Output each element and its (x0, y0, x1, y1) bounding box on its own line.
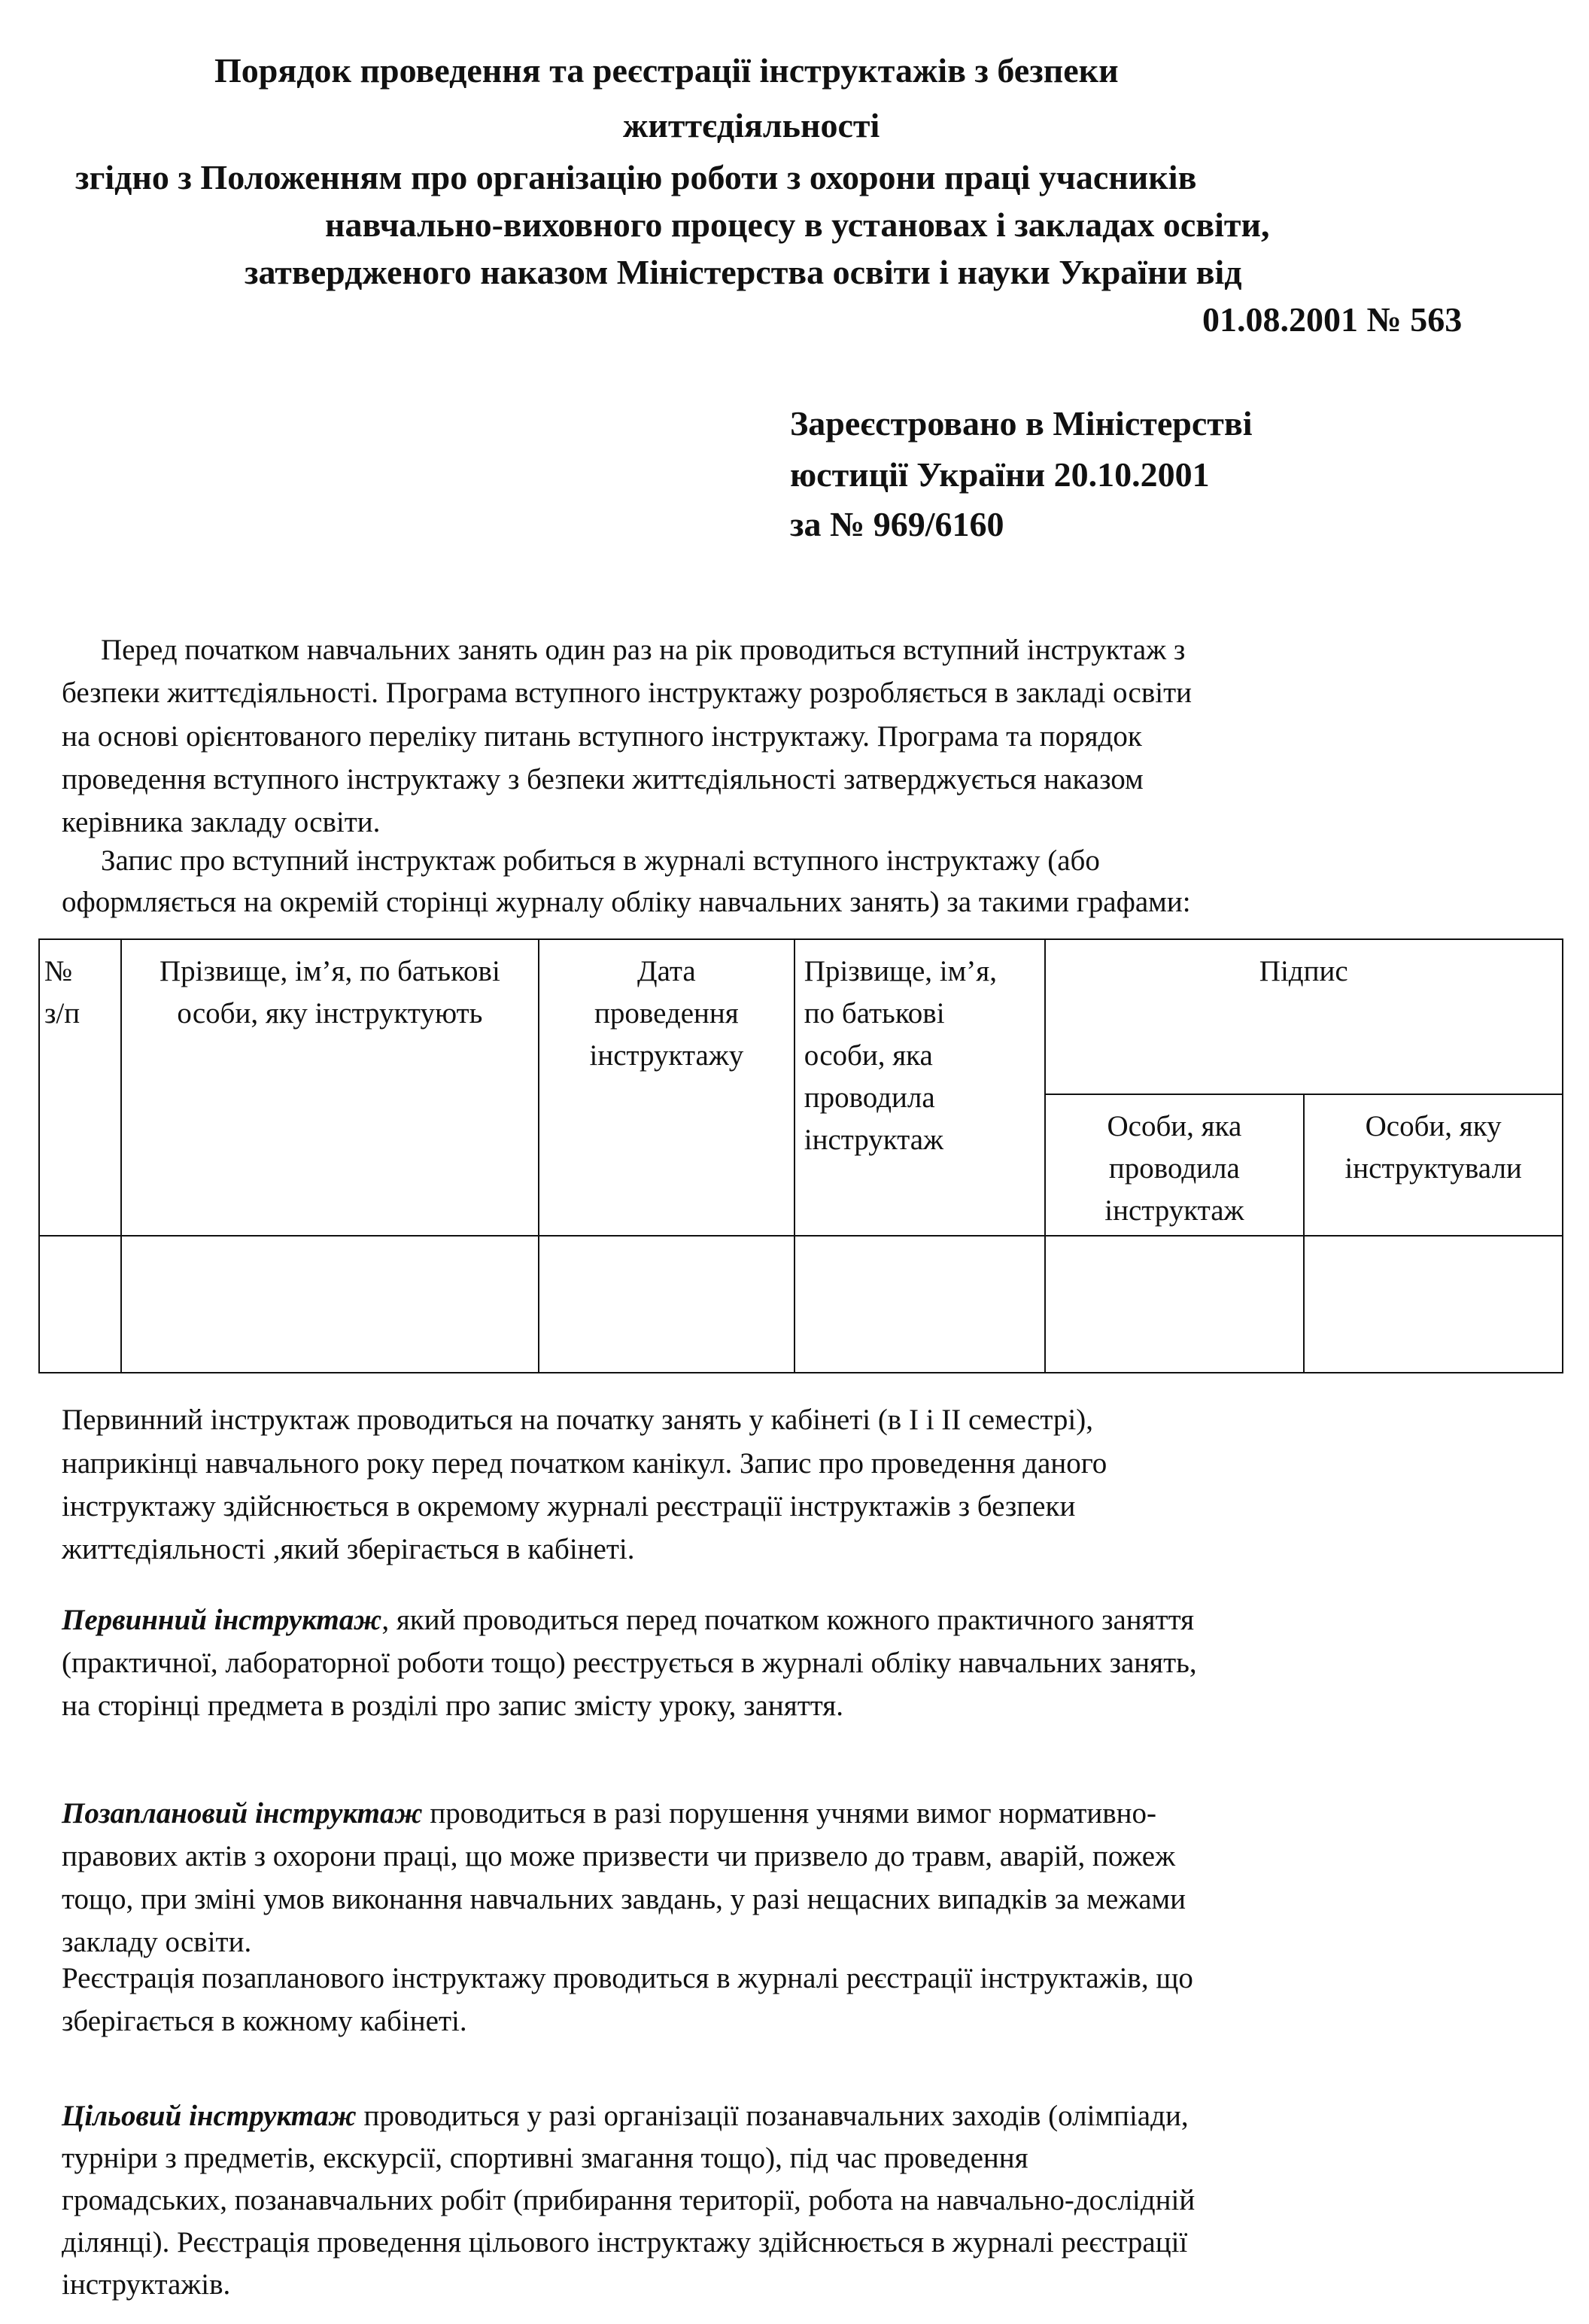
unscheduled-line: тощо, при зміні умов виконання навчальних завдань, у разі нещасних випадків за межами (62, 1883, 1186, 1915)
targeted-line: інструктажів. (62, 2268, 231, 2301)
header-number-abbr: з/п (44, 997, 81, 1030)
header-sig-instructor: Особи, яка проводила інструктаж (1045, 1094, 1305, 1236)
primary-office-line: наприкінці навчального року перед початком канікул. Запис про проведення даного (62, 1447, 1107, 1480)
header-name-instructor: Прізвище, ім’я, по батькові особи, яка проводила інструктаж (794, 939, 1045, 1236)
title-line-6: 01.08.2001 № 563 (1202, 300, 1463, 339)
primary-practical-line: (практичної, лабораторної роботи тощо) реєструється в журналі обліку навчальних занять, (62, 1647, 1197, 1679)
targeted-line (62, 2094, 1189, 2138)
title-line-5: затвердженого наказом Міністерства освіти і науки України від (245, 253, 1242, 291)
title-line-2: життєдіяльності (623, 106, 880, 144)
unscheduled-term: Позаплановий інструктаж (62, 1797, 423, 1830)
primary-practical-term: Первинний інструктаж (62, 1604, 382, 1636)
title-line-3: згідно з Положенням про організацію роботи з охорони праці учасників (75, 158, 1197, 196)
title-line-1: Порядок проведення та реєстрації інструктажів з безпеки (214, 51, 1119, 90)
unscheduled-line: зберігається в кожному кабінеті. (62, 2005, 467, 2037)
header-sig-instructed: Особи, яку інструктували (1304, 1094, 1563, 1236)
unscheduled-line (62, 1792, 1156, 1836)
targeted-line: турніри з предметів, екскурсії, спортивні змагання тощо), під час проведення (62, 2142, 1028, 2174)
unscheduled-text: проводиться в разі порушення учнями вимог нормативно- (422, 1797, 1157, 1830)
primary-office-line: Первинний інструктаж проводиться на початку занять у кабінеті (в І і ІІ семестрі), (62, 1404, 1093, 1436)
primary-practical-text: , який проводиться перед початком кожного практичного заняття (381, 1604, 1195, 1636)
registration-line-3: за № 969/6160 (790, 505, 1004, 543)
registration-line-1: Зареєстровано в Міністерстві (790, 404, 1253, 443)
primary-practical-line: на сторінці предмета в розділі про запис змісту уроку, заняття. (62, 1690, 843, 1722)
intro-line: безпеки життєдіяльності. Програма вступного інструктажу розробляється в закладі освіти (62, 677, 1192, 709)
primary-office-line: інструктажу здійснюється в окремому журналі реєстрації інструктажів з безпеки (62, 1490, 1076, 1522)
cell-sig-instructed[interactable] (1304, 1236, 1563, 1373)
cell-number[interactable] (39, 1236, 121, 1373)
unscheduled-line: правових актів з охорони праці, що може призвести чи призвело до травм, аварій, пожеж (62, 1840, 1176, 1872)
header-number (39, 939, 121, 1236)
intro-line: оформляється на окремій сторінці журналу обліку навчальних занять) за такими графами: (62, 886, 1191, 918)
intro-line: керівника закладу освіти. (62, 806, 381, 838)
targeted-text: проводиться у разі організації позанавчальних заходів (олімпіади, (356, 2100, 1189, 2132)
primary-practical-line (62, 1599, 1194, 1642)
header-date: Дата проведення інструктажу (539, 939, 794, 1236)
header-name-instructed: Прізвище, ім’я, по батькові особи, яку інструктують (121, 939, 539, 1236)
registration-line-2: юстиції України 20.10.2001 (790, 455, 1210, 494)
induction-journal-table (38, 938, 1563, 1373)
primary-office-line: життєдіяльності ,який зберігається в кабінеті. (62, 1533, 635, 1565)
intro-line: Запис про вступний інструктаж робиться в журналі вступного інструктажу (або (101, 844, 1100, 877)
header-signature: Підпис (1045, 939, 1563, 1094)
targeted-line: громадських, позанавчальних робіт (прибирання території, робота на навчально-дослідній (62, 2184, 1196, 2216)
intro-line: Перед початком навчальних занять один раз на рік проводиться вступний інструктаж з (101, 634, 1186, 666)
cell-date[interactable] (539, 1236, 794, 1373)
targeted-line: ділянці). Реєстрація проведення цільового інструктажу здійснюється в журналі реєстрації (62, 2226, 1188, 2259)
cell-sig-instructor[interactable] (1045, 1236, 1305, 1373)
unscheduled-line: закладу освіти. (62, 1926, 252, 1958)
unscheduled-line: Реєстрація позапланового інструктажу проводиться в журналі реєстрації інструктажів, що (62, 1962, 1193, 1994)
cell-name-instructed[interactable] (121, 1236, 539, 1373)
title-line-4: навчально-виховного процесу в установах і закладах освіти, (325, 205, 1270, 244)
intro-line: проведення вступного інструктажу з безпеки життєдіяльності затверджується наказом (62, 763, 1144, 795)
targeted-term: Цільовий інструктаж (62, 2100, 357, 2132)
cell-name-instructor[interactable] (794, 1236, 1045, 1373)
table-row (39, 1236, 1563, 1373)
header-number-sign: № (44, 955, 73, 987)
intro-line: на основі орієнтованого переліку питань вступного інструктажу. Програма та порядок (62, 720, 1142, 753)
